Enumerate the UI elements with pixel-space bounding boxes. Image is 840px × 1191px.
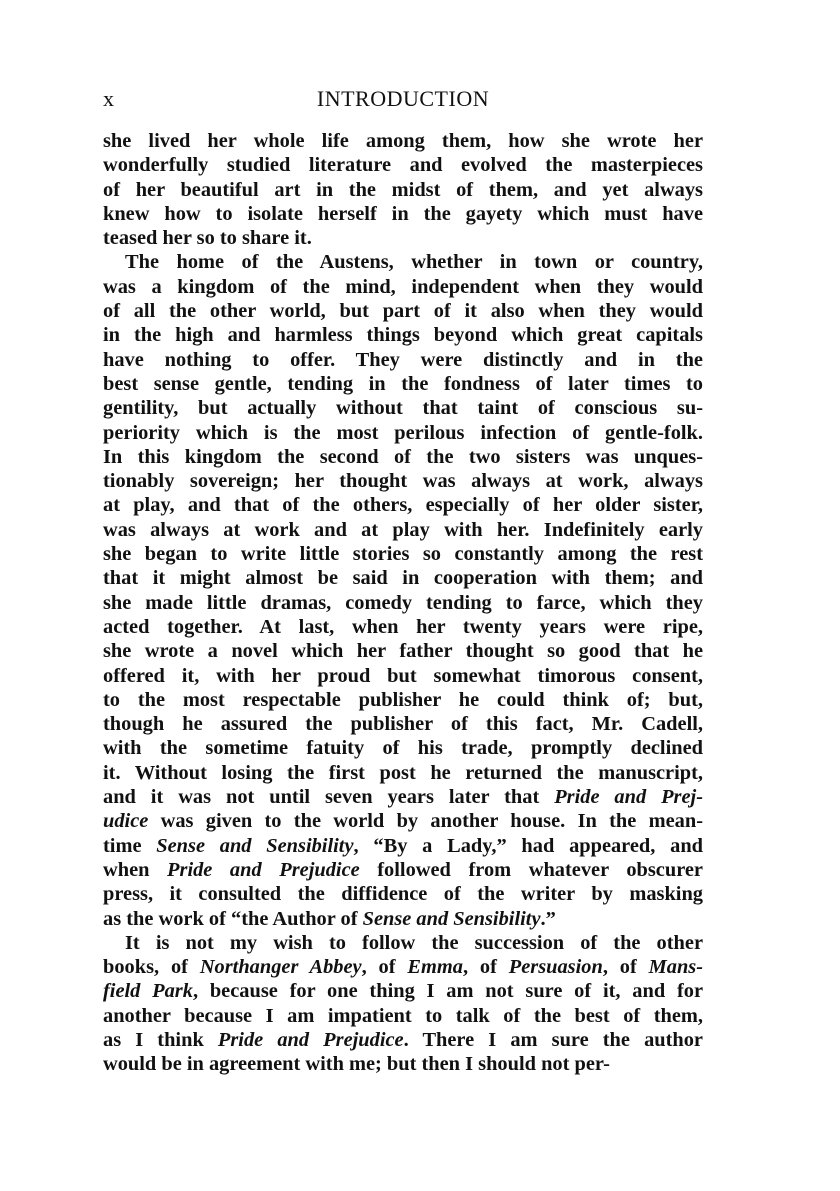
text-line: gentility, but actually without that taint of conscious su-: [103, 397, 703, 420]
text-line: of all the other world, but part of it also when they would: [103, 300, 703, 323]
text-line: offered it, with her proud but somewhat timorous consent,: [103, 664, 703, 687]
text-line: of her beautiful art in the midst of them, and yet always: [103, 178, 703, 201]
text-line: was always at work and at play with her. Indefinitely early: [103, 518, 703, 541]
text-line: press, it consulted the diffidence of the writer by masking: [103, 883, 703, 906]
text-line: as I think Pride and Prejudice. There I am sure the author: [103, 1028, 703, 1051]
text-line: was a kingdom of the mind, independent when they would: [103, 275, 703, 298]
text-line: It is not my wish to follow the succession of the other: [125, 931, 703, 954]
text-line: tionably sovereign; her thought was always at work, always: [103, 470, 703, 493]
text-line: books, of Northanger Abbey, of Emma, of Persuasion, of Mans-: [103, 956, 704, 979]
text-line: it. Without losing the first post he returned the manuscript,: [103, 761, 703, 784]
body-text: [103, 129, 703, 1077]
text-line: have nothing to offer. They were distinctly and in the: [103, 348, 703, 371]
page-number: x: [103, 86, 114, 111]
text-line: wonderfully studied literature and evolved the masterpieces: [103, 154, 703, 177]
text-line: and it was not until seven years later that Pride and Prej-: [103, 786, 703, 809]
text-line: field Park, because for one thing I am not sure of it, and for: [103, 980, 704, 1003]
text-line: time Sense and Sensibility, “By a Lady,” had appeared, and: [103, 834, 704, 857]
text-line: in the high and harmless things beyond which great capitals: [103, 324, 703, 347]
text-line: with the sometime fatuity of his trade, promptly declined: [103, 737, 703, 760]
text-line: knew how to isolate herself in the gayety which must have: [103, 202, 703, 225]
text-line: she lived her whole life among them, how she wrote her: [103, 130, 703, 152]
running-title: INTRODUCTION: [316, 86, 490, 111]
text-line: The home of the Austens, whether in town or country,: [125, 251, 703, 274]
text-line: In this kingdom the second of the two sisters was unques-: [103, 445, 703, 468]
text-line: acted together. At last, when her twenty years were ripe,: [103, 615, 703, 638]
text-line: that it might almost be said in cooperation with them; and: [103, 567, 703, 590]
text-line: when Pride and Prejudice followed from whatever obscurer: [103, 858, 703, 881]
text-line: at play, and that of the others, especially of her older sister,: [103, 494, 703, 517]
text-line: best sense gentle, tending in the fondness of later times to: [103, 372, 703, 395]
page-header: [103, 84, 703, 114]
text-line: she wrote a novel which her father thought so good that he: [103, 640, 703, 663]
text-line: though he assured the publisher of this fact, Mr. Cadell,: [103, 713, 703, 736]
text-line: periority which is the most perilous infection of gentle-folk.: [103, 421, 703, 444]
text-line: teased her so to share it.: [103, 227, 312, 250]
text-line: udice was given to the world by another house. In the mean-: [103, 810, 703, 833]
text-line: to the most respectable publisher he could think of; but,: [103, 688, 703, 711]
text-line: as the work of “the Author of Sense and Sensibility.”: [103, 907, 556, 930]
text-line: she made little dramas, comedy tending to farce, which they: [103, 591, 703, 614]
text-line: another because I am impatient to talk of the best of them,: [103, 1004, 703, 1027]
text-line: would be in agreement with me; but then I should not per-: [103, 1053, 610, 1076]
text-line: she began to write little stories so constantly among the rest: [103, 543, 703, 566]
